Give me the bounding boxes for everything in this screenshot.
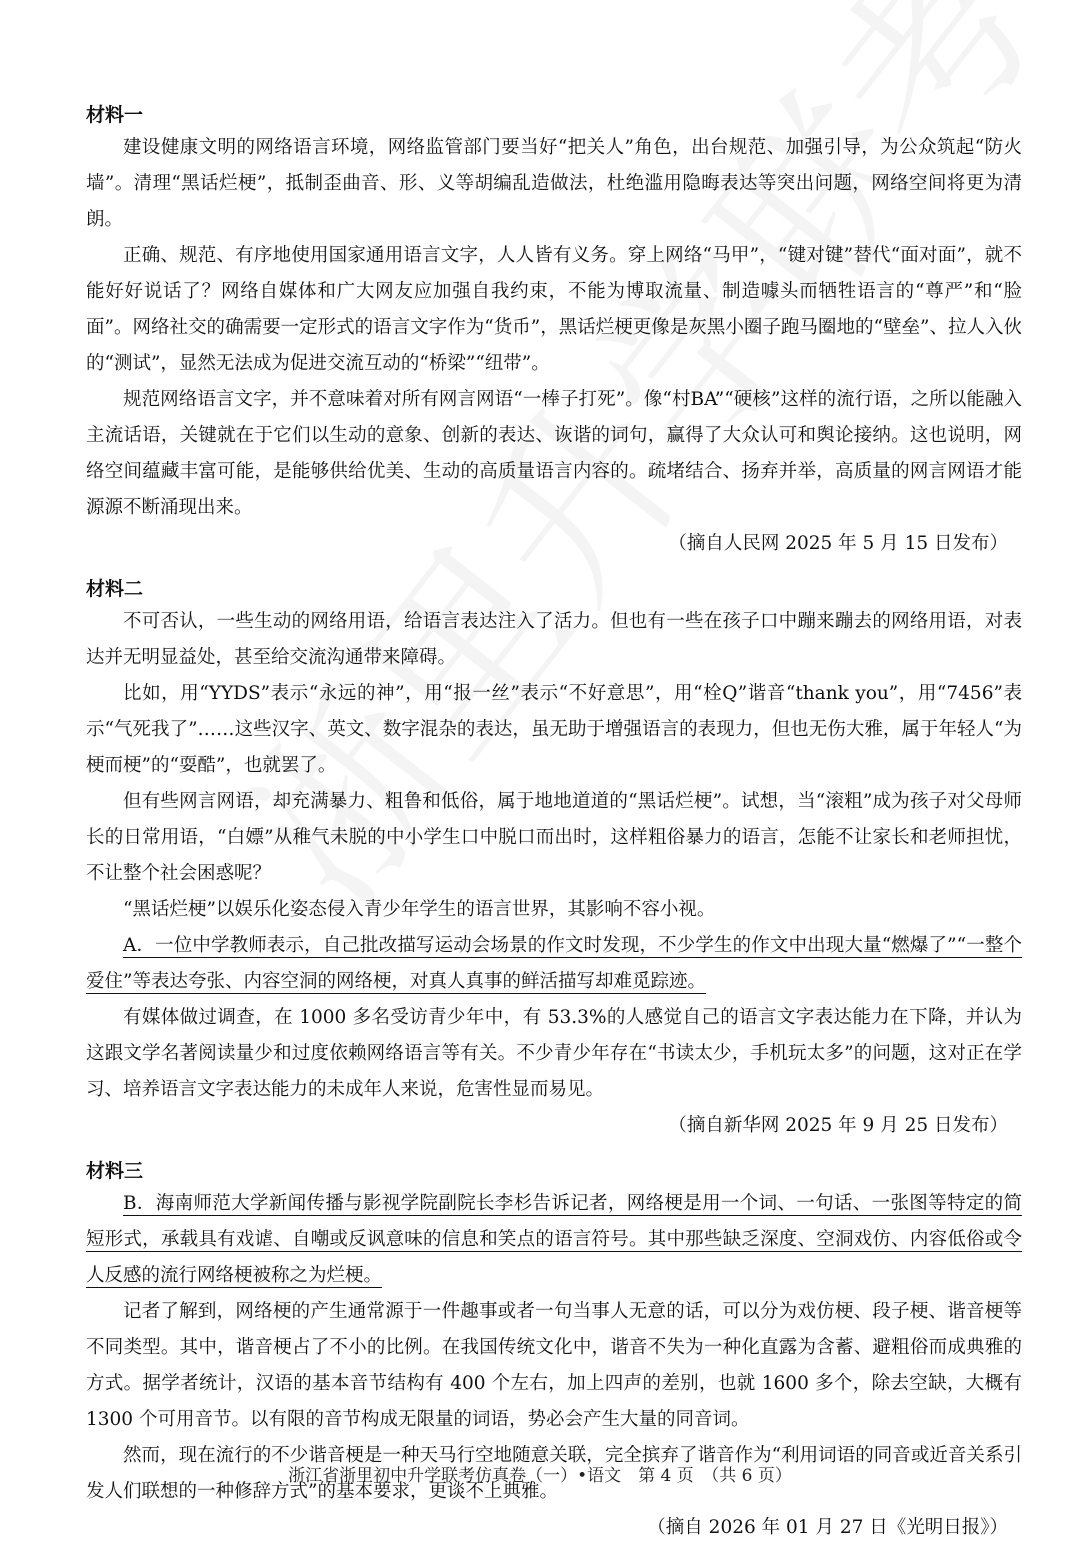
material2-paragraph-4: “黑话烂梗”以娱乐化姿态侵入青少年学生的语言世界，其影响不容小视。 bbox=[123, 899, 716, 920]
material2-paragraph-1: 不可否认，一些生动的网络用语，给语言表达注入了活力。但也有一些在孩子口中蹦来蹦去的网络用语，对表达并无明显益处，甚至给交流沟通带来障碍。 bbox=[86, 611, 1022, 668]
material1-source: （摘自人民网 2025 年 5 月 15 日发布） bbox=[668, 533, 1008, 554]
material1-paragraph-3: 规范网络语言文字，并不意味着对所有网言网语“一棒子打死”。像“村BA”“硬核”这样的流行语，之所以能融入主流话语，关键就在于它们以生动的意象、创新的表达、诙谐的词句，赢得了大众认可和舆论接纳。这也说明，网络空间蕴藏丰富可能，是能够供给优美、生动的高质量语言内容的。疏堵结合、扬弃并举，高质量的网言网语才能源源不断涌现出来。 bbox=[86, 389, 1022, 518]
material3-title: 材料三 bbox=[86, 1160, 144, 1182]
underlined-sentence-a: A．一位中学教师表示，自己批改描写运动会场景的作文时发现，不少学生的作文中出现大量“燃爆了”“一整个爱住”等表达夸张、内容空洞的网络梗，对真人真事的鲜活描写却难觅踪迹。 bbox=[86, 935, 1022, 992]
material1-title: 材料一 bbox=[86, 104, 144, 126]
material1-paragraph-2: 正确、规范、有序地使用国家通用语言文字，人人皆有义务。穿上网络“马甲”，“键对键”替代“面对面”，就不能好好说话了？网络自媒体和广大网友应加强自我约束，不能为博取流量、制造噱头而牺牲语言的“尊严”和“脸面”。网络社交的确需要一定形式的语言文字作为“货币”，黑话烂梗更像是灰黑小圈子跑马圈地的“壁垒”、拉人入伙的“测试”，显然无法成为促进交流互动的“桥梁”“纽带”。 bbox=[86, 245, 1022, 374]
page-footer: 浙江省浙里初中升学联考仿真卷（一）•语文 第 4 页 （共 6 页） bbox=[288, 1466, 792, 1486]
underlined-sentence-b: B．海南师范大学新闻传播与影视学院副院长李杉告诉记者，网络梗是用一个词、一句话、一张图等特定的简短形式，承载具有戏谑、自嘲或反讽意味的信息和笑点的语言符号。其中那些缺乏深度、空洞戏仿、内容低俗或令人反感的流行网络梗被称之为烂梗。 bbox=[86, 1193, 1022, 1286]
material2-paragraph-3: 但有些网言网语，却充满暴力、粗鲁和低俗，属于地地道道的“黑话烂梗”。试想，当“滚粗”成为孩子对父母师长的日常用语，“白嫖”从稚气未脱的中小学生口中脱口而出时，这样粗俗暴力的语言，怎能不让家长和老师担忧，不让整个社会困惑呢？ bbox=[86, 791, 1022, 884]
material3-paragraph-2: 然而，现在流行的不少谐音梗是一种天马行空地随意关联，完全摈弃了谐音作为“利用词语的同音或近音关系引发人们联想的一种修辞方式”的基本要求，更谈不上典雅。 bbox=[86, 1445, 1022, 1502]
material3-paragraph-1: 记者了解到，网络梗的产生通常源于一件趣事或者一句当事人无意的话，可以分为戏仿梗、段子梗、谐音梗等不同类型。其中，谐音梗占了不小的比例。在我国传统文化中，谐音不失为一种化直露为含蓄、避粗俗而成典雅的方式。据学者统计，汉语的基本音节结构有 400 个左右，加上四声的差别，也就 1600 多个，除去空缺，大概有 1300 个可用音节。以有限的音节构成无限量的词语，势必会产生大量的同音词。 bbox=[86, 1301, 1022, 1430]
material2-paragraph-2: 比如，用“YYDS”表示“永远的神”，用“报一丝”表示“不好意思”，用“栓Q”谐音“thank you”，用“7456”表示“气死我了”……这些汉字、英文、数字混杂的表达，虽无助于增强语言的表现力，但也无伤大雅，属于年轻人“为梗而梗”的“耍酷”，也就罢了。 bbox=[86, 683, 1022, 776]
material2-underlined-a bbox=[86, 928, 1022, 1000]
material3-underlined-b bbox=[86, 1186, 1022, 1294]
material3-source: （摘自 2026 年 01 月 27 日《光明日报》） bbox=[647, 1517, 1008, 1538]
material2-paragraph-5: 有媒体做过调查，在 1000 多名受访青少年中，有 53.3%的人感觉自己的语言文字表达能力在下降，并认为这跟文学名著阅读量少和过度依赖网络语言等有关。不少青少年存在“书读太少，手机玩太多”的问题，这对正在学习、培养语言文字表达能力的未成年人来说，危害性显而易见。 bbox=[86, 1007, 1022, 1100]
exam-page bbox=[86, 100, 1022, 1546]
material2-title: 材料二 bbox=[86, 578, 144, 600]
material1-paragraph-1: 建设健康文明的网络语言环境，网络监管部门要当好“把关人”角色，出台规范、加强引导，为公众筑起“防火墙”。清理“黑话烂梗”，抵制歪曲音、形、义等胡编乱造做法，杜绝滥用隐晦表达等突出问题，网络空间将更为清朗。 bbox=[86, 137, 1022, 230]
material2-source: （摘自新华网 2025 年 9 月 25 日发布） bbox=[668, 1115, 1008, 1136]
